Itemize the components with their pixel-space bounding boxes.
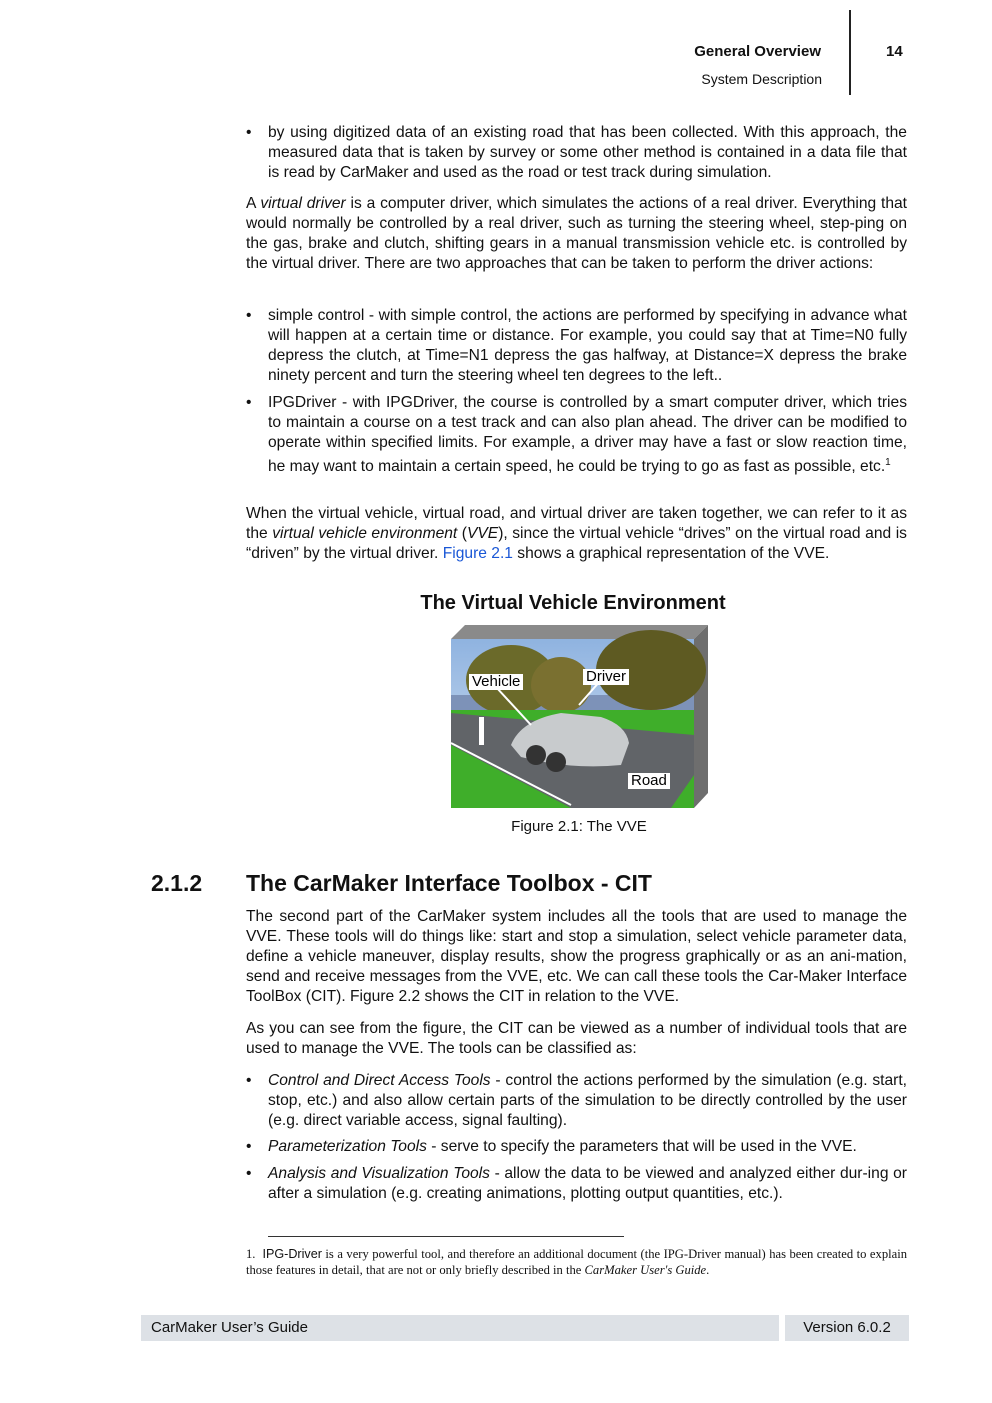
header-title: General Overview	[694, 43, 821, 60]
paragraph: The second part of the CarMaker system includes all the tools that are used to manage the VVE. These tools will do things like: start and stop a simulation, select vehicle parameter data, define a vehicle maneuver, display results, show the progress graphically or as an ani-mation, send and receive messages from the VVE, etc. We can call these tools the Car-Maker Interface ToolBox (CIT). Figure 2.2 shows the CIT in relation to the VVE.	[246, 908, 907, 1005]
footnote	[246, 1246, 907, 1278]
list-item-text: by using digitized data of an existing road that has been collected. With this approach, the measured data that is taken by survey or some other method is contained in a data file that is read by CarMaker and used as the road or test track during simulation.	[268, 124, 907, 181]
bullet-icon: •	[246, 394, 252, 411]
text-segment: Parameterization Tools	[268, 1138, 427, 1155]
figure-link[interactable]: Figure 2.1	[442, 545, 513, 562]
text-segment: A	[246, 195, 261, 212]
figure-title: The Virtual Vehicle Environment	[420, 592, 726, 614]
text-segment: Control and Direct Access Tools	[268, 1072, 491, 1089]
text-segment: (	[457, 525, 467, 542]
paragraph	[246, 194, 907, 274]
text-segment: IPG-Driver	[262, 1247, 322, 1261]
text-segment: ), since the virtual vehicle “drives” on the virtual road and is “driven” by the virtual driver.	[246, 525, 907, 562]
footer-guide-title: CarMaker User’s Guide	[141, 1315, 779, 1341]
list-item	[246, 393, 907, 477]
list-item	[246, 123, 907, 183]
list-item-text: IPGDriver - with IPGDriver, the course is controlled by a smart computer driver, which tries to maintain a course on a test track and can also plan ahead. The driver can be modified to operate within specified limits. For example, a driver may have a fast or slow reaction time, he may want to maintain a certain speed, he could be trying to go as fast as possible, etc.	[268, 394, 907, 476]
text-segment: VVE	[466, 525, 499, 542]
text-segment: CarMaker User's Guide	[584, 1263, 707, 1277]
text-segment: is a very powerful tool, and therefore an additional document (the IPG-Driver manual) has been created to explain those features in detail, that are not or only briefly described in the	[246, 1247, 907, 1277]
section-title: The CarMaker Interface Toolbox - CIT	[246, 870, 652, 896]
text-segment: When the virtual vehicle, virtual road, and virtual driver are taken together, we can refer to it as the	[246, 505, 907, 542]
footer-version: Version 6.0.2	[785, 1315, 909, 1341]
bullet-icon: •	[246, 1138, 252, 1155]
page-number: 14	[886, 43, 903, 60]
figure-caption: Figure 2.1: The VVE	[511, 818, 647, 835]
bullet-icon: •	[246, 1165, 252, 1182]
footnote-divider	[268, 1236, 624, 1237]
paragraph: As you can see from the figure, the CIT can be viewed as a number of individual tools that are used to manage the VVE. The tools can be classified as:	[246, 1020, 907, 1057]
list-item	[246, 306, 907, 386]
text-segment: shows a graphical representation of the VVE.	[512, 545, 830, 562]
term: virtual driver	[260, 195, 346, 212]
header-divider	[849, 10, 851, 95]
list-item	[246, 1071, 907, 1131]
paragraph	[246, 504, 907, 564]
bullet-icon: •	[246, 307, 252, 324]
text-segment: is a computer driver, which simulates the actions of a real driver. Everything that would normally be controlled by a real driver, such as turning the steering wheel, step-ping on the gas, brake and clutch, shifting gears in a manual transmission vehicle etc. is controlled by the virtual driver. There are two approaches that can be taken to perform the driver actions:	[246, 195, 907, 272]
list-item	[246, 1164, 907, 1204]
road-label: Road	[628, 773, 670, 789]
text-segment: - serve to specify the parameters that will be used in the VVE.	[426, 1138, 857, 1155]
driver-label: Driver	[583, 669, 629, 685]
text-segment: - allow the data to be viewed and analyzed either dur-ing or after a simulation (e.g. creating animations, plotting output quantities, etc.).	[268, 1165, 907, 1202]
bullet-icon: •	[246, 1072, 252, 1089]
footnote-ref[interactable]: 1	[885, 457, 891, 468]
text-segment: .	[706, 1263, 710, 1277]
section-number: 2.1.2	[151, 870, 203, 896]
list-item	[246, 1137, 907, 1157]
list-item-text: simple control - with simple control, the actions are performed by specifying in advance what will happen at a certain time or distance. For example, you could say that at Time=N0 fully depress the clutch, at Time=N1 depress the gas halfway, at Distance=X depress the brake ninety percent and turn the steering wheel ten degrees to the left..	[268, 307, 907, 384]
text-segment: Analysis and Visualization Tools	[268, 1165, 490, 1182]
vehicle-label: Vehicle	[469, 674, 523, 690]
text-segment: virtual vehicle environment	[272, 525, 458, 542]
vve-figure-image	[451, 625, 708, 808]
text-segment: 1.	[246, 1247, 256, 1261]
text-segment: - control the actions performed by the simulation (e.g. start, stop, etc.) and also allow certain parts of the simulation to be directly controlled by the user (e.g. direct variable access, signal faulting).	[268, 1072, 907, 1129]
bullet-icon: •	[246, 124, 252, 141]
header-subtitle: System Description	[701, 71, 822, 87]
